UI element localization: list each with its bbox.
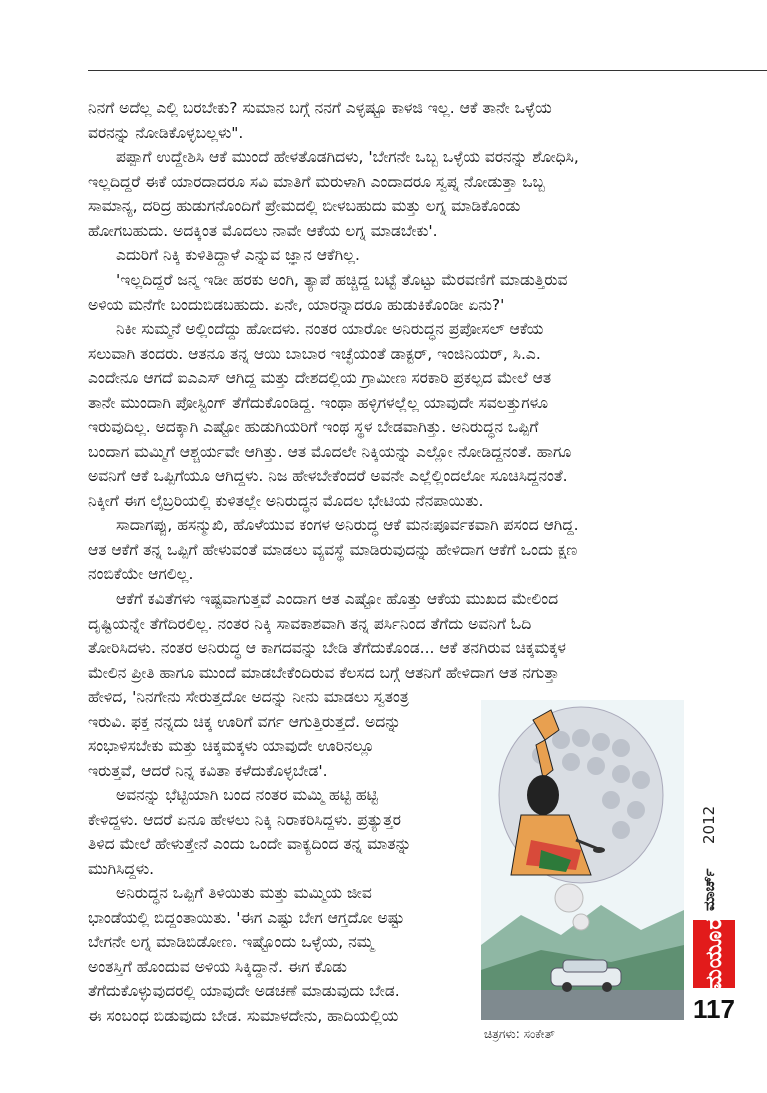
text-line: ಸಾಮಾನ್ಯ, ದರಿದ್ರ ಹುಡುಗನೊಂದಿಗೆ ಪ್ರೇಮದಲ್ಲಿ ಬೀಳಬಹುದು ಮತ್ತು ಲಗ್ನ ಮಾಡಿಕೊಂಡು bbox=[88, 197, 521, 215]
magazine-logo bbox=[693, 917, 735, 991]
text-line: ಎದುರಿಗೆ ನಿಕ್ಕಿ ಕುಳಿತಿದ್ದಾಳೆ ಎನ್ನುವ ಜ್ಞಾನ ಆಕೆಗಿಲ್ಲ. bbox=[116, 246, 360, 264]
paragraph bbox=[88, 145, 728, 243]
text-line: ಸಲುವಾಗಿ ತಂದರು. ಆತನೂ ತನ್ನ ಆಯಿ ಬಾಬಾರ ಇಚ್ಛೆಯಂತೆ ಡಾಕ್ಟರ್, ಇಂಜಿನಿಯರ್, ಸಿ.ಎ. bbox=[88, 344, 541, 363]
text-line: ತಾನೇ ಮುಂದಾಗಿ ಪೋಸ್ಟಿಂಗ್ ತೆಗೆದುಕೊಂಡಿದ್ದ. ಇಂಥಾ ಹಳ್ಳಿಗಳಲ್ಲೆಲ್ಲ ಯಾವುದೇ ಸವಲತ್ತುಗಳೂ bbox=[88, 393, 548, 412]
paragraph bbox=[88, 268, 728, 317]
text-line: ಅವನನ್ನು ಭೆಟ್ಟಿಯಾಗಿ ಬಂದ ನಂತರ ಮಮ್ಮಿ ಹಟ್ಟಿ ಹಟ್ಟಿ bbox=[116, 786, 378, 804]
text-line: ಹೋಗಬಹುದು. ಅದಕ್ಕಿಂತ ಮೊದಲು ನಾವೇ ಆಕೆಯ ಲಗ್ನ ಮಾಡಬೇಕು'. bbox=[88, 221, 438, 240]
issue-month: ಮಾರ್ಚ್ bbox=[700, 868, 718, 912]
paragraph bbox=[88, 513, 728, 587]
paragraph bbox=[88, 783, 474, 881]
text-line: ಅಂತಸ್ತಿಗೆ ಹೊಂದುವ ಅಳಿಯ ಸಿಕ್ಕಿದ್ದಾನೆ. ಈಗ ಕೊಡು bbox=[88, 957, 347, 976]
text-line: ತೋರಿಸಿದಳು. ನಂತರ ಅನಿರುದ್ಧ ಆ ಕಾಗದವನ್ನು ಬೇಡಿ ತೆಗೆದುಕೊಂಡ... ಆಕೆ ತನಗಿರುವ ಚಿಕ್ಕಮಕ್ಕಳ bbox=[88, 639, 566, 657]
text-line: ಈ ಸಂಬಂಧ ಬಿಡುವುದು ಬೇಡ. ಸುಮಾಳದೇನು, ಹಾದಿಯಲ್ಲಿಯ bbox=[88, 1006, 399, 1025]
text-line: ತಿಳಿದ ಮೇಲೆ ಹೇಳುತ್ತೇನೆ ಎಂದು ಒಂದೇ ವಾಕ್ಯದಿಂದ ತನ್ನ ಮಾತನ್ನು bbox=[88, 835, 412, 853]
text-line: 'ಇಲ್ಲದಿದ್ದರೆ ಜನ್ಮ ಇಡೀ ಹರಕು ಅಂಗಿ, ತ್ಯಾಪೆ ಹಚ್ಚಿದ್ದ ಬಟ್ಟೆ ತೊಟ್ಟು ಮೆರವಣಿಗೆ ಮಾಡುತ್ತಿರುವ bbox=[116, 271, 568, 289]
paragraph bbox=[88, 685, 474, 783]
text-line: ಇಲ್ಲದಿದ್ದರೆ ಈಕೆ ಯಾರದಾದರೂ ಸವಿ ಮಾತಿಗೆ ಮರುಳಾಗಿ ಎಂದಾದರೂ ಸ್ವಪ್ನ ನೋಡುತ್ತಾ ಒಬ್ಬ bbox=[88, 172, 545, 191]
text-line: ಇರುವುದಿಲ್ಲ. ಅದಕ್ಕಾಗಿ ಎಷ್ಟೋ ಹುಡುಗಿಯರಿಗೆ ಇಂಥ ಸ್ಥಳ ಬೇಡವಾಗಿತ್ತು. ಅನಿರುದ್ಧನ ಒಪ್ಪಿಗೆ bbox=[88, 418, 539, 436]
paragraph bbox=[88, 587, 728, 685]
text-line: ಮೇಲಿನ ಪ್ರೀತಿ ಹಾಗೂ ಮುಂದೆ ಮಾಡಬೇಕೆಂದಿರುವ ಕೆಲಸದ ಬಗ್ಗೆ ಆತನಿಗೆ ಹೇಳಿದಾಗ ಆತ ನಗುತ್ತಾ bbox=[88, 663, 560, 682]
text-line: ಕೇಳಿದ್ದಳು. ಆದರೆ ಏನೂ ಹೇಳಲು ನಿಕ್ಕಿ ನಿರಾಕರಿಸಿದ್ದಳು. ಪ್ರತ್ಯುತ್ತರ bbox=[88, 810, 401, 829]
text-line: ಹೇಳಿದ, 'ನಿನಗೇನು ಸೇರುತ್ತದೋ ಅದನ್ನು ನೀನು ಮಾಡಲು ಸ್ವತಂತ್ರ bbox=[88, 688, 409, 706]
text-line: ದೃಷ್ಟಿಯನ್ನೇ ತೆಗೆದಿರಲಿಲ್ಲ. ನಂತರ ನಿಕ್ಕಿ ಸಾವಕಾಶವಾಗಿ ತನ್ನ ಪರ್ಸಿನಿಂದ ತೆಗೆದು ಅವನಿಗೆ ಓದಿ bbox=[88, 614, 532, 633]
text-line: ಅನಿರುದ್ಧನ ಒಪ್ಪಿಗೆ ತಿಳಿಯಿತು ಮತ್ತು ಮಮ್ಮಿಯ ಜೀವ bbox=[116, 884, 372, 902]
text-line: ನಂಬಿಕೆಯೇ ಆಗಲಿಲ್ಲ. bbox=[88, 565, 194, 583]
text-line: ಅಳಿಯ ಮನೆಗೇ ಬಂದುಬಿಡಬಹುದು. ಏನೇ, ಯಾರನ್ನಾದರೂ ಹುಡುಕಿಕೊಂಡೀ ಏನು?' bbox=[88, 295, 505, 314]
paragraph bbox=[88, 96, 728, 145]
text-line: ಬೇಗನೇ ಲಗ್ನ ಮಾಡಿಬಿಡೋಣ. ಇಷ್ಟೊಂದು ಒಳ್ಳೆಯ, ನಮ್ಮ bbox=[88, 933, 374, 951]
text-line: ಆತ ಆಕೆಗೆ ತನ್ನ ಒಪ್ಪಿಗೆ ಹೇಳುವಂತೆ ಮಾಡಲು ವ್ಯವಸ್ಥೆ ಮಾಡಿರುವುದನ್ನು ಹೇಳಿದಾಗ ಆಕೆಗೆ ಒಂದು ಕ್ಷಣ bbox=[88, 540, 578, 559]
text-line: ನಿನಗೆ ಅದೆಲ್ಲ ಎಲ್ಲಿ ಬರಬೇಕು? ಸುಮಾನ ಬಗ್ಗೆ ನನಗೆ ಎಳ್ಳಷ್ಟೂ ಕಾಳಜಿ ಇಲ್ಲ. ಆಕೆ ತಾನೇ ಒಳ್ಳೆಯ bbox=[88, 99, 552, 117]
text-line: ನಿಕೀ ಸುಮ್ಮನೆ ಅಲ್ಲಿಂದೆದ್ದು ಹೋದಳು. ನಂತರ ಯಾರೋ ಅನಿರುದ್ಧನ ಪ್ರಪೋಸಲ್ ಆಕೆಯ bbox=[116, 320, 544, 338]
text-line: ಸಂಭಾಳಿಸಬೇಕು ಮತ್ತು ಚಿಕ್ಕಮಕ್ಕಳು ಯಾವುದೇ ಊರಿನಲ್ಲೂ bbox=[88, 737, 375, 755]
issue-year: 2012 bbox=[700, 805, 718, 845]
header-rule bbox=[88, 70, 767, 71]
paragraph bbox=[88, 317, 728, 513]
text-line: ವರನನ್ನು ನೋಡಿಕೊಳ್ಳಬಲ್ಲಳು". bbox=[88, 123, 244, 142]
paragraph bbox=[88, 881, 474, 1028]
illustration-credit: ಚಿತ್ರಗಳು: ಸಂಕೇತ್ bbox=[484, 1027, 555, 1041]
text-line: ನಿಕ್ಕೀಗೆ ಈಗ ಲೈಬ್ರರಿಯಲ್ಲಿ ಕುಳಿತಲ್ಲೇ ಅನಿರುದ್ಧನ ಮೊದಲ ಭೇಟಿಯ ನೆನಪಾಯಿತು. bbox=[88, 491, 484, 510]
page-number: 117 bbox=[693, 994, 735, 1024]
text-line: ಸಾದಾಗಪ್ಪು, ಹಸನ್ಮುಖಿ, ಹೊಳೆಯುವ ಕಂಗಳ ಅನಿರುದ್ಧ ಆಕೆ ಮನಃಪೂರ್ವಕವಾಗಿ ಪಸಂದ ಆಗಿದ್ದ. bbox=[116, 516, 579, 534]
text-line: ಅವನಿಗೆ ಆಕೆ ಒಪ್ಪಿಗೆಯೂ ಆಗಿದ್ದಳು. ನಿಜ ಹೇಳಬೇಕೆಂದರೆ ಅವನೇ ಎಲ್ಲೆಲ್ಲಿಂದಲೋ ಸೂಚಿಸಿದ್ದನಂತೆ. bbox=[88, 467, 568, 485]
text-line: ಎಂದೇನೂ ಆಗದೆ ಐಎಎಸ್ ಆಗಿದ್ದ ಮತ್ತು ದೇಶದಲ್ಲಿಯ ಗ್ರಾಮೀಣ ಸರಕಾರಿ ಪ್ರಕಲ್ಪದ ಮೇಲೆ ಆತ bbox=[88, 369, 552, 387]
text-line: ಪಪ್ಪಾಗೆ ಉದ್ದೇಶಿಸಿ ಆಕೆ ಮುಂದೆ ಹೇಳತೊಡಗಿದಳು, 'ಬೇಗನೇ ಒಬ್ಬ ಒಳ್ಳೆಯ ವರನನ್ನು ಶೋಧಿಸಿ, bbox=[116, 148, 579, 166]
illustration-graphic bbox=[481, 700, 684, 1020]
story-illustration bbox=[481, 700, 684, 1020]
text-line: ಮುಗಿಸಿದ್ದಳು. bbox=[88, 859, 155, 878]
text-line: ಇರುತ್ತವೆ, ಆದರೆ ನಿನ್ನ ಕವಿತಾ ಕಳೆದುಕೊಳ್ಳಬೇಡ'. bbox=[88, 761, 328, 780]
text-line: ಬಂದಾಗ ಮಮ್ಮಿಗೆ ಆಶ್ಚರ್ಯವೇ ಆಗಿತ್ತು. ಆತ ಮೊದಲೇ ನಿಕ್ಕಿಯನ್ನು ಎಲ್ಲೋ ನೋಡಿದ್ದನಂತೆ. ಹಾಗೂ bbox=[88, 442, 572, 461]
text-line: ಇರುವಿ. ಫಕ್ತ ನನ್ನದು ಚಿಕ್ಕ ಊರಿಗೆ ವರ್ಗ ಆಗುತ್ತಿರುತ್ತದೆ. ಅದನ್ನು bbox=[88, 712, 401, 731]
magazine-name: ಮಯೂರ bbox=[701, 917, 727, 991]
text-line: ಭಾಂಡೆಯಲ್ಲಿ ಬಿದ್ದಂತಾಯಿತು. 'ಈಗ ಎಷ್ಟು ಬೇಗ ಆಗ್ತದೋ ಅಷ್ಟು bbox=[88, 908, 405, 927]
text-line: ಆಕೆಗೆ ಕವಿತೆಗಳು ಇಷ್ಟವಾಗುತ್ತವೆ ಎಂದಾಗ ಆತ ಎಷ್ಟೋ ಹೊತ್ತು ಆಕೆಯ ಮುಖದ ಮೇಲಿಂದ bbox=[116, 590, 559, 608]
paragraph bbox=[88, 243, 728, 268]
text-line: ತೆಗೆದುಕೊಳ್ಳುವುದರಲ್ಲಿ ಯಾವುದೇ ಅಡಚಣೆ ಮಾಡುವುದು ಬೇಡ. bbox=[88, 982, 400, 1000]
